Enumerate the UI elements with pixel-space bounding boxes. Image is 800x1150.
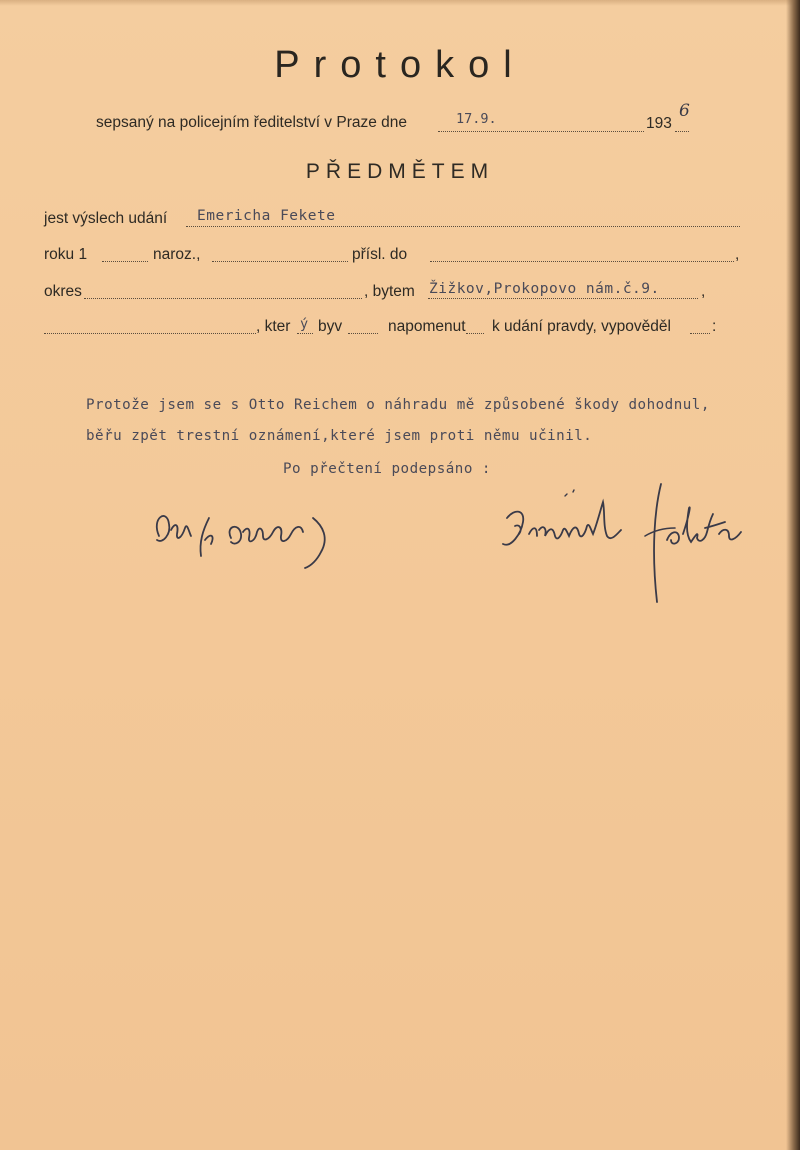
row3-bytem-label: , bytem: [364, 283, 415, 300]
statement-line-1: Protože jsem se s Otto Reichem o náhradu mě způsobené škody dohodnul,: [86, 397, 710, 413]
row4-kter-label: , kter: [256, 318, 291, 335]
row2-prisl-dotted: [430, 261, 734, 262]
row4-kter-value: ý: [300, 316, 309, 332]
section-heading: PŘEDMĚTEM: [305, 160, 495, 183]
row1-value: Emericha Fekete: [197, 208, 336, 224]
row4-byv-label: byv: [318, 318, 343, 335]
read-and-signed: Po přečtení podepsáno :: [283, 461, 491, 477]
signature-emerich-fekete: [495, 478, 765, 610]
row3-comma: ,: [701, 283, 706, 300]
row4-k-udani-label: k udání pravdy, vypověděl: [492, 318, 671, 335]
row2-roku-dotted: [102, 261, 148, 262]
row4-vypovedel-dotted: [690, 333, 710, 334]
row2-roku-label: roku 1: [44, 246, 88, 263]
row3-bytem-dotted: [428, 298, 698, 299]
row3-okres-label: okres: [44, 283, 82, 300]
year-dotted-line: [675, 131, 689, 132]
row2-prisl-label: přísl. do: [352, 246, 408, 263]
row3-okres-dotted: [84, 298, 362, 299]
date-value: 17.9.: [456, 111, 497, 127]
year-prefix: 193: [646, 115, 672, 132]
row1-dotted-line: [186, 226, 740, 227]
row2-naroz-dotted: [212, 261, 348, 262]
signature-official: [145, 496, 345, 576]
date-dotted-line: [438, 131, 644, 132]
row4-napomenut-dotted: [466, 333, 484, 334]
subtitle-text: sepsaný na policejním ředitelství v Praze dne: [96, 114, 408, 131]
row4-kter-dotted: [297, 333, 313, 334]
row2-comma: ,: [735, 246, 740, 263]
year-digit: 6: [679, 101, 690, 121]
statement-line-2: běřu zpět trestní oznámení,které jsem proti němu učinil.: [86, 428, 593, 444]
row4-napomenut-label: napomenut: [388, 318, 466, 335]
row4-leading-dotted: [44, 333, 256, 334]
row1-label: jest výslech udání: [44, 210, 168, 227]
row3-bytem-value: Žižkov,Prokopovo nám.č.9.: [429, 281, 660, 297]
page-top-edge: [0, 0, 800, 6]
row2-naroz-label: naroz.,: [153, 246, 201, 263]
row4-byv-dotted: [348, 333, 378, 334]
document-title: Protokol: [274, 44, 526, 86]
row4-colon: :: [712, 318, 717, 335]
